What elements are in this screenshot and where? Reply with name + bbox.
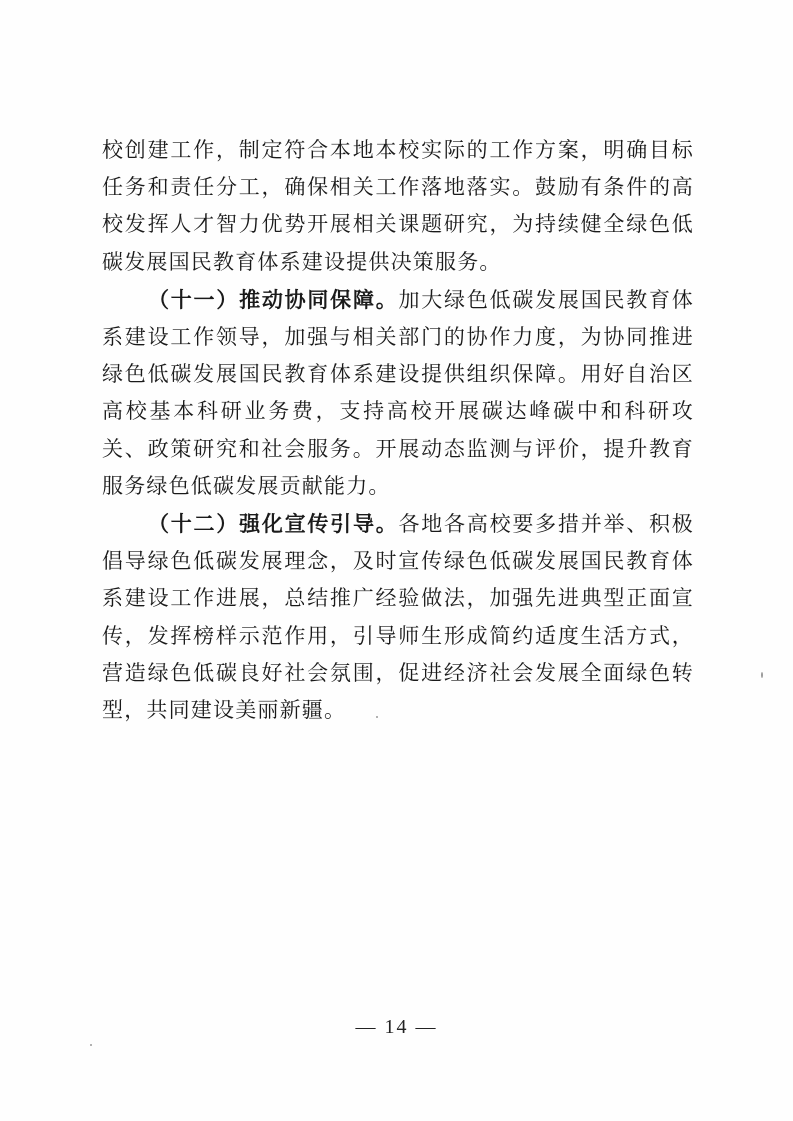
paragraph-text: 各地各高校要多措并举、积极倡导绿色低碳发展理念，及时宣传绿色低碳发展国民教育体系建设工作进展，总结推广经验做法，加强先进典型正面宣传，发挥榜样示范作用，引导师生形成简约适度生活方式，营造绿色低碳良好社会氛围，促进经济社会发展全面绿色转型，共同建设美丽新疆。 — [102, 512, 694, 723]
paragraph-section-11 — [102, 281, 694, 505]
paragraph-section-12 — [102, 505, 694, 729]
scan-speck — [376, 716, 378, 718]
section-heading: （十二）强化宣传引导。 — [148, 511, 399, 537]
paragraph-continuation — [102, 132, 694, 281]
section-heading: （十一）推动协同保障。 — [148, 286, 399, 312]
scan-speck — [761, 672, 763, 678]
page-number: — 14 — — [355, 1016, 438, 1038]
paragraph-text: 校创建工作，制定符合本地本校实际的工作方案，明确目标任务和责任分工，确保相关工作落地落实。鼓励有条件的高校发挥人才智力优势开展相关课题研究，为持续健全绿色低碳发展国民教育体系建设提供决策服务。 — [102, 138, 694, 274]
scan-speck — [90, 1044, 92, 1046]
paragraph-text: 加大绿色低碳发展国民教育体系建设工作领导，加强与相关部门的协作力度，为协同推进绿色低碳发展国民教育体系建设提供组织保障。用好自治区高校基本科研业务费，支持高校开展碳达峰碳中和科研攻关、政策研究和社会服务。开展动态监测与评价，提升教育服务绿色低碳发展贡献能力。 — [102, 287, 694, 498]
document-body — [102, 132, 694, 729]
